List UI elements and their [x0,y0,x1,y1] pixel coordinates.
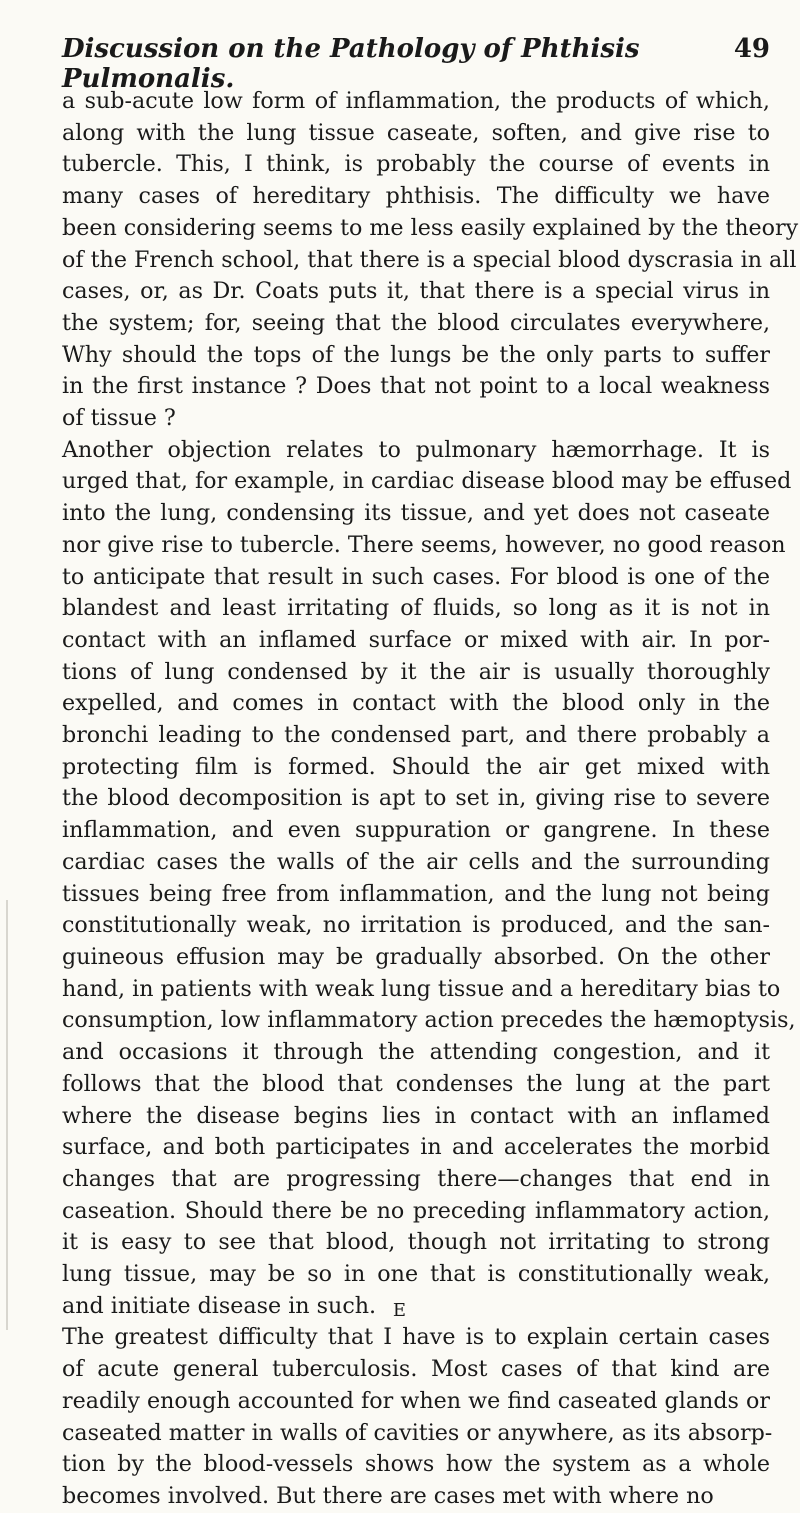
text-line: where the disease begins lies in contact with an inflamed [62,1102,770,1129]
text-line: lung tissue, may be so in one that is constitutionally weak, [62,1261,770,1288]
margin-shadow [6,900,8,1330]
text-line: changes that are progressing there—changes that end in [62,1165,770,1192]
text-line: of the French school, that there is a special blood dyscrasia in all [62,246,797,273]
text-line: cases, or, as Dr. Coats puts it, that there is a special virus in [62,278,770,305]
text-line: the blood decomposition is apt to set in, giving rise to severe [62,785,770,812]
text-line: caseated matter in walls of cavities or anywhere, as its absorp- [62,1419,773,1446]
text-line: The greatest difficulty that I have is to explain certain cases [62,1324,770,1351]
text-line: the system; for, seeing that the blood circulates everywhere, [62,309,770,336]
text-line: tions of lung condensed by it the air is usually thoroughly [62,658,770,685]
text-line: tubercle. This, I think, is probably the course of events in [62,151,770,178]
text-line: of acute general tuberculosis. Most cases of that kind are [62,1356,770,1383]
text-line: a sub-acute low form of inflammation, the products of which, [62,88,770,114]
text-line: expelled, and comes in contact with the blood only in the [62,690,770,717]
text-line: and occasions it through the attending congestion, and it [62,1039,770,1066]
running-title: Discussion on the Pathology of Phthisis Pulmonalis. [62,34,640,94]
text-line: protecting film is formed. Should the air get mixed with [62,753,770,780]
text-line: hand, in patients with weak lung tissue and a hereditary bias to [62,975,781,1002]
text-line: consumption, low inflammatory action precedes the hæmoptysis, [62,1007,796,1034]
text-line: urged that, for example, in cardiac disease blood may be effused [62,468,792,495]
text-line: cardiac cases the walls of the air cells and the surrounding [62,848,770,875]
signature-mark: E [392,1300,408,1321]
text-line: follows that the blood that condenses the lung at the part [62,1070,770,1097]
text-line: tissues being free from inflammation, and the lung not being [62,880,770,907]
text-line: inflammation, and even suppuration or gangrene. In these [62,817,770,844]
text-line: nor give rise to tubercle. There seems, however, no good reason [62,531,786,558]
text-line: blandest and least irritating of fluids, so long as it is not in [62,595,770,622]
text-line: surface, and both participates in and accelerates the morbid [62,1134,770,1161]
text-line: readily enough accounted for when we find caseated glands or [62,1387,770,1414]
text-line: bronchi leading to the condensed part, and there probably a [62,722,770,749]
text-line: Another objection relates to pulmonary hæmorrhage. It is [62,436,770,463]
text-line: of tissue ? [62,405,176,432]
text-line: been considering seems to me less easily explained by the theory [62,214,799,241]
text-line: into the lung, condensing its tissue, and yet does not caseate [62,500,770,527]
text-line: in the first instance ? Does that not point to a local weakness [62,373,770,400]
text-line: many cases of hereditary phthisis. The difficulty we have [62,183,770,210]
text-line: contact with an inflamed surface or mixed with air. In por- [62,626,770,653]
text-line: to anticipate that result in such cases. For blood is one of the [62,563,770,590]
text-line: becomes involved. But there are cases met with where no [62,1482,714,1509]
text-line: constitutionally weak, no irritation is produced, and the san- [62,912,770,939]
text-line: along with the lung tissue caseate, soften, and give rise to [62,119,770,146]
text-line: guineous effusion may be gradually absorbed. On the other [62,943,770,970]
text-line: caseation. Should there be no preceding inflammatory action, [62,1197,770,1224]
text-line: and initiate disease in such. [62,1292,377,1319]
text-line: tion by the blood-vessels shows how the system as a whole [62,1451,770,1478]
body-text [62,86,799,1513]
page-number: 49 [733,34,770,64]
running-header [62,34,770,94]
text-line: Why should the tops of the lungs be the only parts to suffer [62,341,770,368]
text-line: it is easy to see that blood, though not irritating to strong [62,1229,770,1256]
